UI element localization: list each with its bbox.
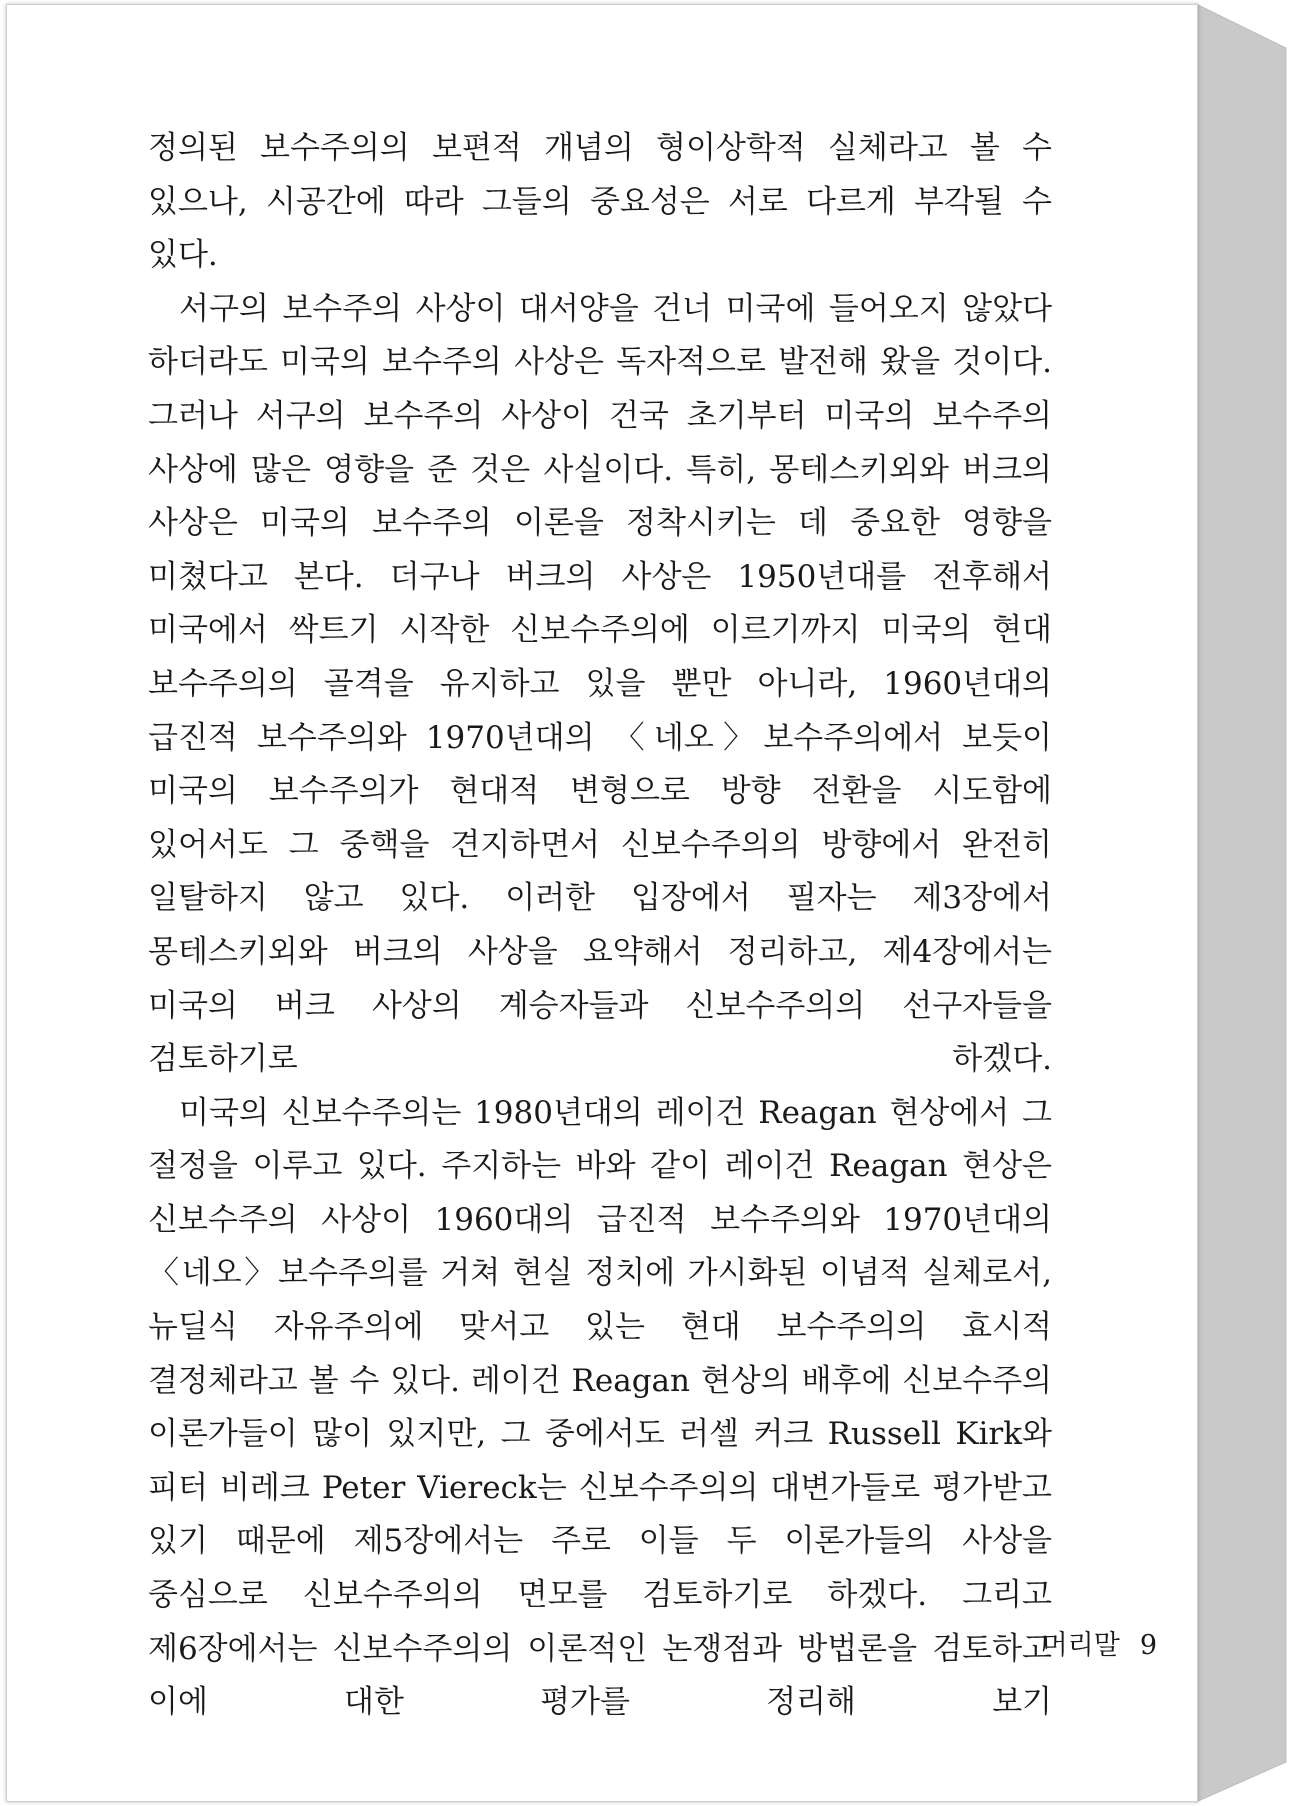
paragraph-2: 서구의 보수주의 사상이 대서양을 건너 미국에 들어오지 않았다 하더라도 미국의 보수주의 사상은 독자적으로 발전해 왔을 것이다. 그러나 서구의 보수주의 사상이 건국 초기부터 미국의 보수주의 사상에 많은 영향을 준 것은 사실이다. 특히, 몽테스키외와 버크의 사상은 미국의 보수주의 이론을 정착시키는 데 중요한 영향을 미쳤다고 본다. 더구나 버크의 사상은 1950년대를 전후해서 미국에서 싹트기 시작한 신보수주의에 이르기까지 미국의 현대 보수주의의 골격을 유지하고 있을 뿐만 아니라, 1960년대의 급진적 보수주의와 1970년대의 〈네오〉보수주의에서 보듯이 미국의 보수주의가 현대적 변형으로 방향 전환을 시도함에 있어서도 그 중핵을 견지하면서 신보수주의의 방향에서 완전히 일탈하지 않고 있다. 이러한 입장에서 필자는 제3장에서 몽테스키외와 버크의 사상을 요약해서 정리하고, 제4장에서는 미국의 버크 사상의 계승자들과 신보수주의의 선구자들을 검토하기로 하겠다. [148, 290, 1052, 1078]
paragraph-3: 미국의 신보수주의는 1980년대의 레이건 Reagan 현상에서 그 절정을 이루고 있다. 주지하는 바와 같이 레이건 Reagan 현상은 신보수주의 사상이 1960대의 급진적 보수주의와 1970년대의 〈네오〉보수주의를 거쳐 현실 정치에 가시화된 이념적 실체로서, 뉴딜식 자유주의에 맞서고 있는 현대 보수주의의 효시적 결정체라고 볼 수 있다. 레이건 Reagan 현상의 배후에 신보수주의 이론가들이 많이 있지만, 그 중에서도 러셀 커크 Russell Kirk와 피터 비레크 Peter Viereck는 신보수주의의 대변가들로 평가받고 있기 때문에 제5장에서는 주로 이들 두 이론가들의 사상을 중심으로 신보수주의의 면모를 검토하기로 하겠다. 그리고 제6장에서는 신보수주의의 이론적인 논쟁점과 방법론을 검토하고 이에 대한 평가를 정리해 보기 [148, 1094, 1052, 1721]
running-head: 머리말 [1041, 1630, 1120, 1661]
page-footer [1042, 1623, 1157, 1662]
page-number: 9 [1139, 1630, 1157, 1661]
paragraph-1: 정의된 보수주의의 보편적 개념의 형이상학적 실체라고 볼 수 있으나, 시공간에 따라 그들의 중요성은 서로 다르게 부각될 수 있다. [148, 130, 1052, 274]
body-text [148, 122, 1052, 1730]
